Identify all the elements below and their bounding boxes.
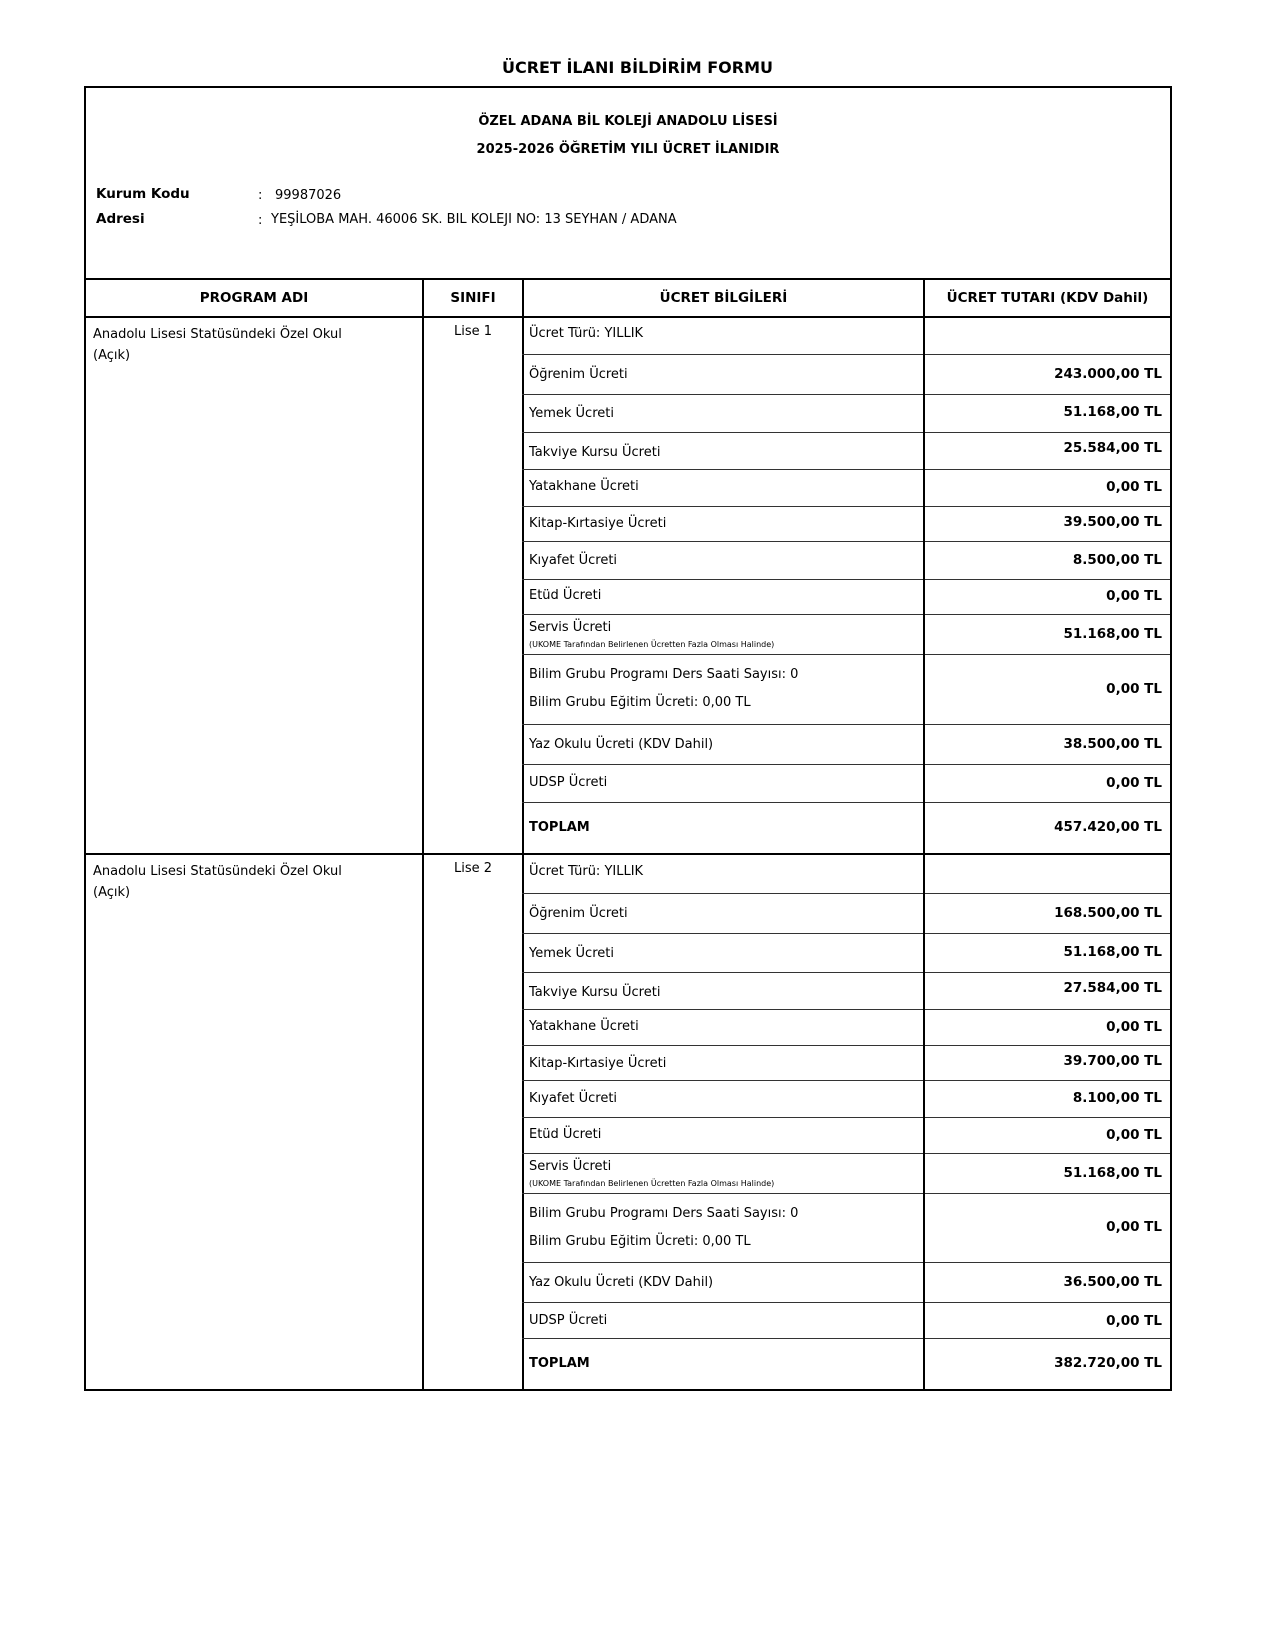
fee-amount: 8.100,00 TL xyxy=(1072,1090,1162,1106)
table-header xyxy=(86,278,1170,318)
fee-row xyxy=(522,396,1170,433)
fee-label: Ücret Türü: YILLIK xyxy=(529,326,644,341)
fee-label: Yatakhane Ücreti xyxy=(529,1019,639,1034)
total-amount: 457.420,00 TL xyxy=(1054,819,1162,835)
fee-amount: 0,00 TL xyxy=(1106,1219,1162,1235)
fee-row-type xyxy=(522,855,1170,894)
fee-amount: 25.584,00 TL xyxy=(1063,440,1162,456)
fee-label: Öğrenim Ücreti xyxy=(529,906,628,921)
fee-label: Kıyafet Ücreti xyxy=(529,1091,618,1106)
total-label: TOPLAM xyxy=(529,820,590,835)
fee-row xyxy=(522,1304,1170,1339)
fee-row xyxy=(522,1082,1170,1118)
fee-label: UDSP Ücreti xyxy=(529,775,608,790)
fee-amount: 39.500,00 TL xyxy=(1063,514,1162,530)
total-label: TOPLAM xyxy=(529,1356,590,1371)
fee-row xyxy=(522,895,1170,934)
fee-amount: 243.000,00 TL xyxy=(1054,366,1162,382)
program-block-lise-2 xyxy=(86,855,1170,1389)
fee-label: Yaz Okulu Ücreti (KDV Dahil) xyxy=(529,1275,714,1290)
header-ucret-bilgileri: ÜCRET BİLGİLERİ xyxy=(659,290,788,306)
fee-label: Servis Ücreti xyxy=(529,620,612,635)
fee-amount: 27.584,00 TL xyxy=(1063,980,1162,996)
fee-form xyxy=(84,86,1172,1391)
header-sinifi: SINIFI xyxy=(450,290,496,306)
kurum-kodu-label: Kurum Kodu xyxy=(96,186,190,202)
school-name: ÖZEL ADANA BİL KOLEJİ ANADOLU LİSESİ xyxy=(478,114,778,129)
fee-label: Kitap-Kırtasiye Ücreti xyxy=(529,516,667,531)
fee-sublabel: (UKOME Tarafından Belirlenen Ücretten Fazla Olması Halinde) xyxy=(529,640,775,649)
fee-amount: 0,00 TL xyxy=(1106,1127,1162,1143)
fee-row xyxy=(522,471,1170,507)
adres-value: YEŞİLOBA MAH. 46006 SK. BIL KOLEJI NO: 13 SEYHAN / ADANA xyxy=(271,212,677,227)
fee-amount: 0,00 TL xyxy=(1106,588,1162,604)
program-name xyxy=(93,324,413,366)
program-block-lise-1 xyxy=(86,316,1170,853)
fee-label: Kitap-Kırtasiye Ücreti xyxy=(529,1056,667,1071)
fee-amount: 39.700,00 TL xyxy=(1063,1053,1162,1069)
fee-label: Yemek Ücreti xyxy=(529,946,614,961)
fee-row-type xyxy=(522,316,1170,355)
fee-label: Yatakhane Ücreti xyxy=(529,479,639,494)
fee-row-servis xyxy=(522,616,1170,655)
fee-label: Bilim Grubu Programı Ders Saati Sayısı: 0 xyxy=(529,1206,799,1221)
fee-amount: 0,00 TL xyxy=(1106,775,1162,791)
fee-row xyxy=(522,726,1170,765)
fee-label: Ücret Türü: YILLIK xyxy=(529,864,644,879)
fee-label: Yemek Ücreti xyxy=(529,406,614,421)
fee-row xyxy=(522,766,1170,803)
program-name xyxy=(93,861,413,903)
fee-amount: 0,00 TL xyxy=(1106,681,1162,697)
fee-row xyxy=(522,1264,1170,1303)
fee-amount: 51.168,00 TL xyxy=(1063,626,1162,642)
fee-label: Kıyafet Ücreti xyxy=(529,553,618,568)
header-ucret-tutari: ÜCRET TUTARI (KDV Dahil) xyxy=(946,290,1149,306)
fee-amount: 0,00 TL xyxy=(1106,1019,1162,1035)
fee-label-secondary: Bilim Grubu Eğitim Ücreti: 0,00 TL xyxy=(529,1234,751,1249)
program-name-line2: (Açık) xyxy=(93,885,131,900)
fee-amount: 38.500,00 TL xyxy=(1063,736,1162,752)
fee-row xyxy=(522,1011,1170,1046)
fee-amount: 51.168,00 TL xyxy=(1063,404,1162,420)
fee-label: Yaz Okulu Ücreti (KDV Dahil) xyxy=(529,737,714,752)
fee-row-bilim-grubu xyxy=(522,1195,1170,1263)
fee-row-servis xyxy=(522,1155,1170,1194)
header-program-adi: PROGRAM ADI xyxy=(199,290,309,306)
fee-row xyxy=(522,581,1170,615)
fee-amount: 0,00 TL xyxy=(1106,479,1162,495)
fee-label: Öğrenim Ücreti xyxy=(529,367,628,382)
program-name-line1: Anadolu Lisesi Statüsündeki Özel Okul xyxy=(93,327,342,342)
class-name: Lise 2 xyxy=(453,861,493,876)
fee-label: Takviye Kursu Ücreti xyxy=(529,445,661,460)
fee-row xyxy=(522,543,1170,580)
fee-row xyxy=(522,974,1170,1010)
fee-row xyxy=(522,1047,1170,1081)
col-divider xyxy=(923,278,925,318)
class-name: Lise 1 xyxy=(453,324,493,339)
program-name-line1: Anadolu Lisesi Statüsündeki Özel Okul xyxy=(93,864,342,879)
fee-row-bilim-grubu xyxy=(522,656,1170,725)
fee-amount: 0,00 TL xyxy=(1106,1313,1162,1329)
adres-colon: : xyxy=(258,213,263,228)
fee-row xyxy=(522,935,1170,973)
fee-label: Etüd Ücreti xyxy=(529,588,602,603)
fee-row-total xyxy=(522,1340,1170,1389)
fee-row xyxy=(522,1119,1170,1154)
fee-label: Servis Ücreti xyxy=(529,1159,612,1174)
fee-row-total xyxy=(522,804,1170,853)
fee-amount: 168.500,00 TL xyxy=(1054,905,1162,921)
fee-amount: 8.500,00 TL xyxy=(1072,552,1162,568)
fee-label: Bilim Grubu Programı Ders Saati Sayısı: 0 xyxy=(529,667,799,682)
fee-amount: 36.500,00 TL xyxy=(1063,1274,1162,1290)
fee-amount: 51.168,00 TL xyxy=(1063,1165,1162,1181)
school-subtitle: 2025-2026 ÖĞRETİM YILI ÜCRET İLANIDIR xyxy=(476,142,780,157)
kurum-kodu-colon: : xyxy=(258,188,263,203)
fee-sublabel: (UKOME Tarafından Belirlenen Ücretten Fazla Olması Halinde) xyxy=(529,1179,775,1188)
kurum-kodu-value: 99987026 xyxy=(275,188,342,203)
fee-label-secondary: Bilim Grubu Eğitim Ücreti: 0,00 TL xyxy=(529,695,751,710)
fee-label: UDSP Ücreti xyxy=(529,1313,608,1328)
fee-row xyxy=(522,508,1170,542)
form-title: ÜCRET İLANI BİLDİRİM FORMU xyxy=(501,58,774,77)
fee-label: Etüd Ücreti xyxy=(529,1127,602,1142)
fee-label: Takviye Kursu Ücreti xyxy=(529,985,661,1000)
total-amount: 382.720,00 TL xyxy=(1054,1355,1162,1371)
program-name-line2: (Açık) xyxy=(93,348,131,363)
fee-amount: 51.168,00 TL xyxy=(1063,944,1162,960)
fee-row xyxy=(522,356,1170,395)
adres-label: Adresi xyxy=(96,211,145,227)
fee-row xyxy=(522,434,1170,470)
